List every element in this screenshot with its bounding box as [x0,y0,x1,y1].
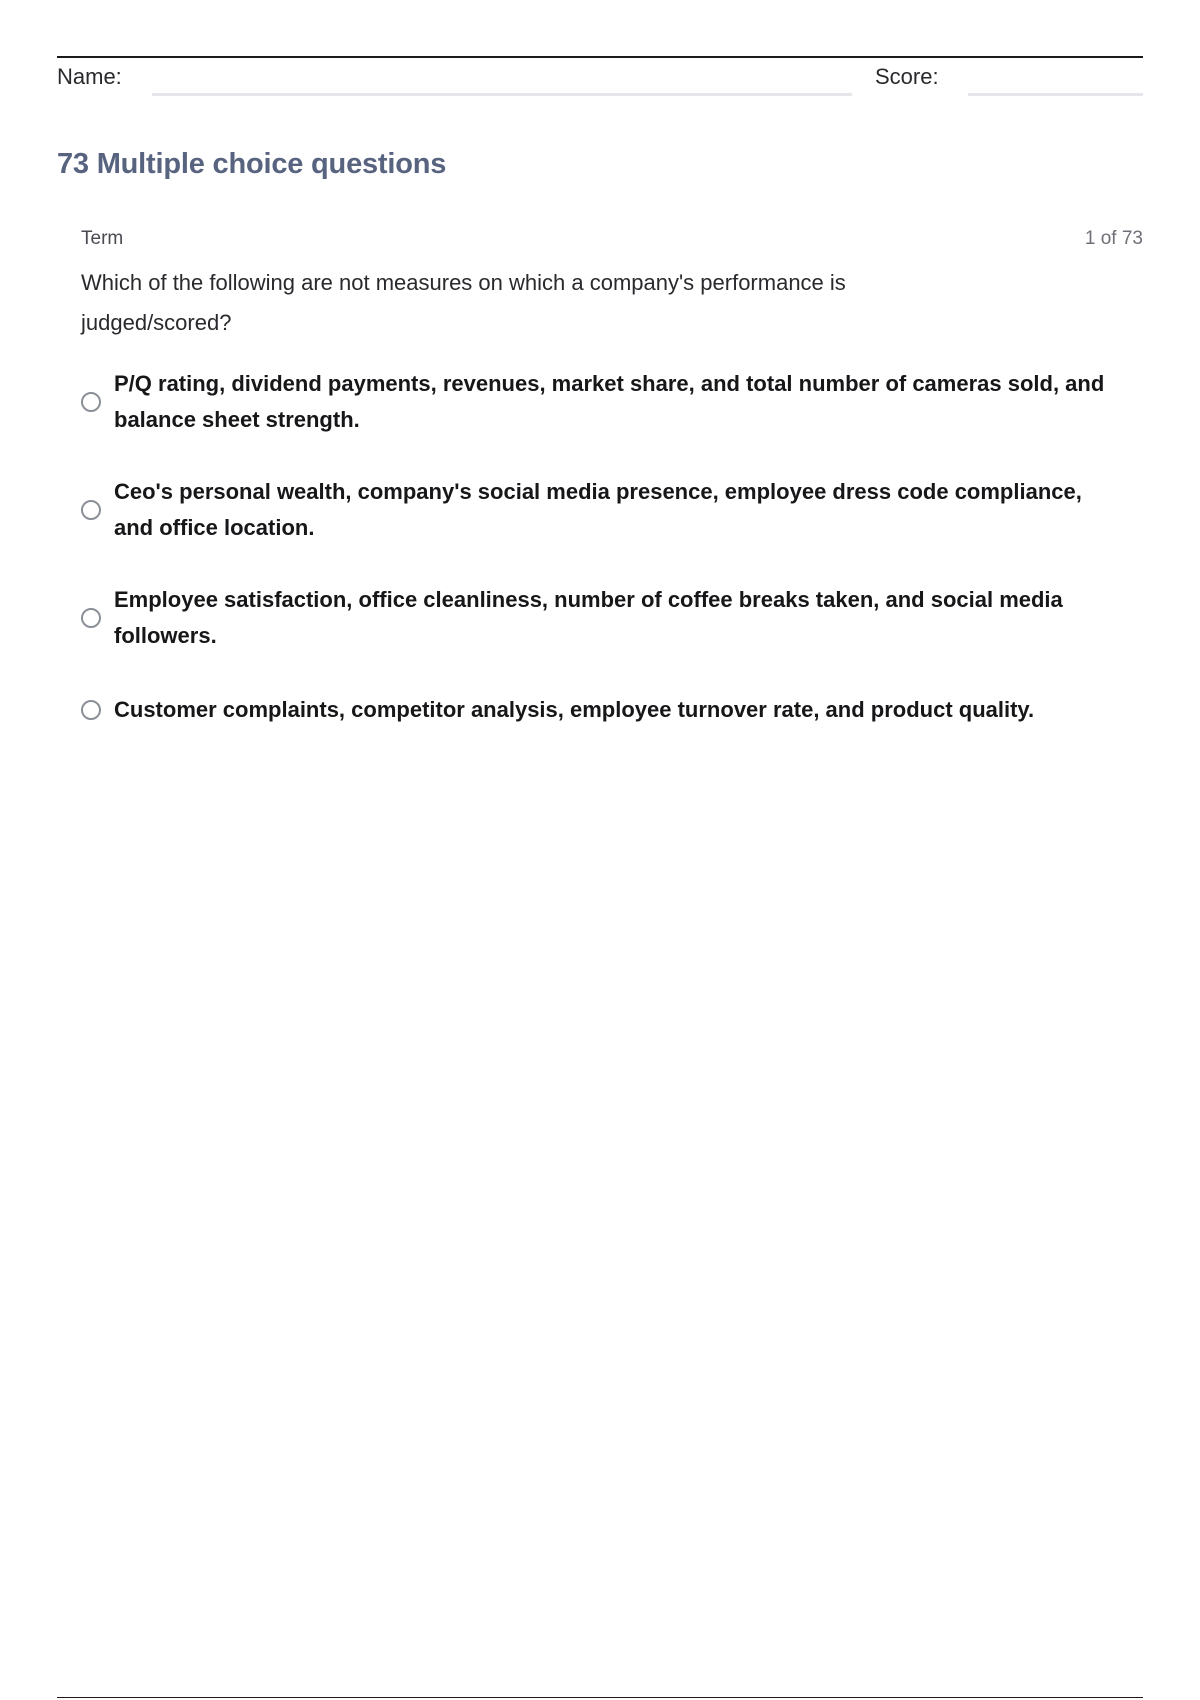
bottom-divider [57,1697,1143,1698]
radio-icon[interactable] [81,700,101,720]
answer-option-text: Ceo's personal wealth, company's social media presence, employee dress code compliance, and office location. [114,479,1082,540]
score-field[interactable] [968,93,1143,96]
answer-option[interactable] [81,366,1143,438]
radio-icon[interactable] [81,392,101,412]
answer-option-text: Employee satisfaction, office cleanliness, number of coffee breaks taken, and social media followers. [114,587,1063,648]
section-title: 73 Multiple choice questions [57,148,447,180]
score-label: Score: [875,64,939,89]
answer-options [81,366,1143,766]
answer-option[interactable] [81,690,1143,730]
answer-option[interactable] [81,474,1143,546]
question-counter: 1 of 73 [1084,228,1143,249]
name-label: Name: [57,64,122,89]
name-field[interactable] [152,93,852,96]
answer-option-text: Customer complaints, competitor analysis, employee turnover rate, and product quality. [114,697,1035,722]
worksheet-header [57,62,1143,98]
top-divider [57,56,1143,58]
radio-icon[interactable] [81,608,101,628]
question-prompt: Which of the following are not measures on which a company's performance is judged/scored? [81,270,846,335]
answer-option[interactable] [81,582,1143,654]
answer-option-text: P/Q rating, dividend payments, revenues, market share, and total number of cameras sold, and balance sheet strength. [114,371,1105,432]
term-label: Term [81,228,124,249]
radio-icon[interactable] [81,500,101,520]
